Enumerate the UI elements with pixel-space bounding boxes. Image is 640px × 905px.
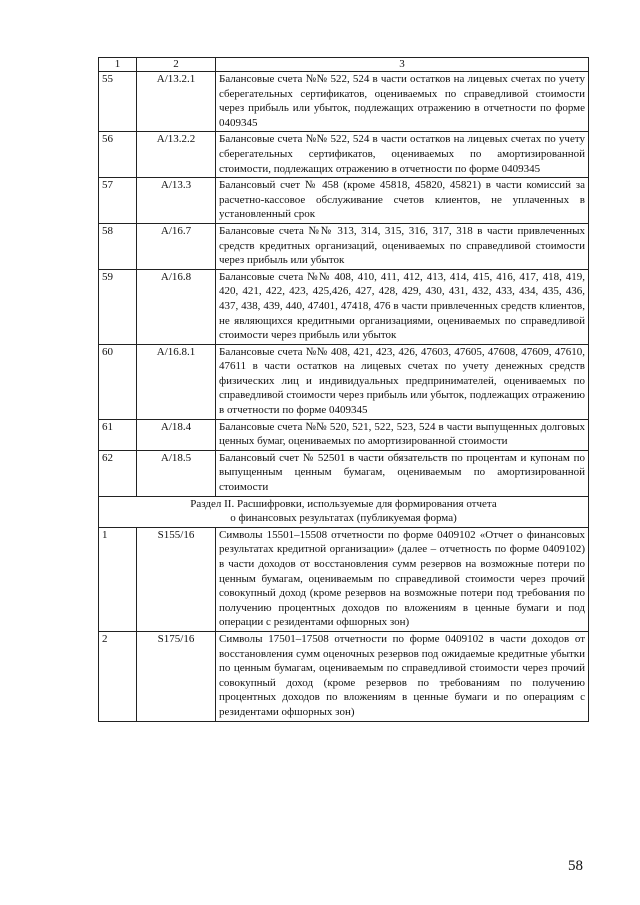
row-description: Балансовые счета №№ 408, 421, 423, 426, 47603, 47605, 47608, 47609, 47610, 47611 в части остатков на лицевых счетах по учету денежных средств физических лиц и индивидуальных предпринимателей, оцениваемых по справедливой стоимости через прибыль или убыток, подлежащих отражению в отчетности по форме 0409345 [216,344,589,419]
row-code: А/13.2.1 [137,72,216,132]
row-code: А/18.4 [137,419,216,450]
row-number: 57 [99,178,137,224]
table-row [99,178,589,224]
row-code: S175/16 [137,631,216,721]
row-description: Балансовый счет № 458 (кроме 45818, 45820, 45821) в части комиссий за расчетно-кассовое обслуживание счетов клиентов, не уплаченных в установленный срок [216,178,589,224]
row-code: А/18.5 [137,450,216,496]
column-number: 3 [216,58,589,72]
row-code: S155/16 [137,527,216,631]
column-number: 1 [99,58,137,72]
column-number: 2 [137,58,216,72]
table-row [99,269,589,344]
row-code: А/13.3 [137,178,216,224]
row-number: 1 [99,527,137,631]
row-number: 55 [99,72,137,132]
page-number: 58 [568,858,583,874]
table-row [99,223,589,269]
table-row [99,419,589,450]
section-heading [99,496,589,527]
row-code: А/16.8 [137,269,216,344]
table-row [99,344,589,419]
row-number: 2 [99,631,137,721]
row-code: А/13.2.2 [137,132,216,178]
table-row [99,450,589,496]
row-description: Балансовый счет № 52501 в части обязательств по процентам и купонам по выпущенным ценным бумагам, оцениваемым по амортизированной стоимости [216,450,589,496]
row-description: Балансовые счета №№ 522, 524 в части остатков на лицевых счетах по учету сберегательных сертификатов, оцениваемых по амортизированной стоимости, подлежащих отражению в отчетности по форме 0409345 [216,132,589,178]
section-heading-line: Раздел II. Расшифровки, используемые для формирования отчета [190,497,497,510]
row-description: Балансовые счета №№ 313, 314, 315, 316, 317, 318 в части привлеченных средств кредитных организаций, оцениваемых по справедливой стоимости через прибыль или убыток [216,223,589,269]
row-description: Балансовые счета №№ 522, 524 в части остатков на лицевых счетах по учету сберегательных сертификатов, оцениваемых по справедливой стоимости через прибыль или убыток, подлежащих отражению в отчетности по форме 0409345 [216,72,589,132]
row-number: 59 [99,269,137,344]
row-code: А/16.7 [137,223,216,269]
row-code: А/16.8.1 [137,344,216,419]
section-heading-row [99,496,589,527]
table-row [99,72,589,132]
table-row [99,132,589,178]
row-description: Балансовые счета №№ 408, 410, 411, 412, 413, 414, 415, 416, 417, 418, 419, 420, 421, 422, 423, 425,426, 427, 428, 429, 430, 431, 432, 433, 434, 435, 436, 437, 438, 439, 440, 47401, 47418, 476 в части привлеченных средств клиентов, не являющихся кредитными организациями, оцениваемых по справедливой стоимости через прибыль или убыток [216,269,589,344]
section-heading-line: о финансовых результатах (публикуемая форма) [230,512,457,525]
table-row [99,631,589,721]
column-number-row [99,58,589,72]
row-description: Балансовые счета №№ 520, 521, 522, 523, 524 в части выпущенных долговых ценных бумаг, оцениваемых по амортизированной стоимости [216,419,589,450]
row-description: Символы 15501–15508 отчетности по форме 0409102 «Отчет о финансовых результатах кредитной организации» (далее – отчетность по форме 0409102) в части доходов от восстановления сумм резервов на возможные потери по ценным бумагам, оцениваемым по справедливой стоимости через прочий совокупный доход (кроме резервов на возможные потери под требования по получению процентных доходов по вложениям в ценные бумаги и под операции с резидентами офшорных зон) [216,527,589,631]
row-description: Символы 17501–17508 отчетности по форме 0409102 в части доходов от восстановления сумм оценочных резервов под ожидаемые кредитные убытки по ценным бумагам, оцениваемым по справедливой стоимости через прочий совокупный доход (кроме резервов по требованиям по получению процентных доходов по вложениям в ценные бумаги и по операциям с резидентами офшорных зон) [216,631,589,721]
row-number: 56 [99,132,137,178]
accounts-table [98,57,589,722]
row-number: 60 [99,344,137,419]
row-number: 61 [99,419,137,450]
table-row [99,527,589,631]
row-number: 62 [99,450,137,496]
row-number: 58 [99,223,137,269]
